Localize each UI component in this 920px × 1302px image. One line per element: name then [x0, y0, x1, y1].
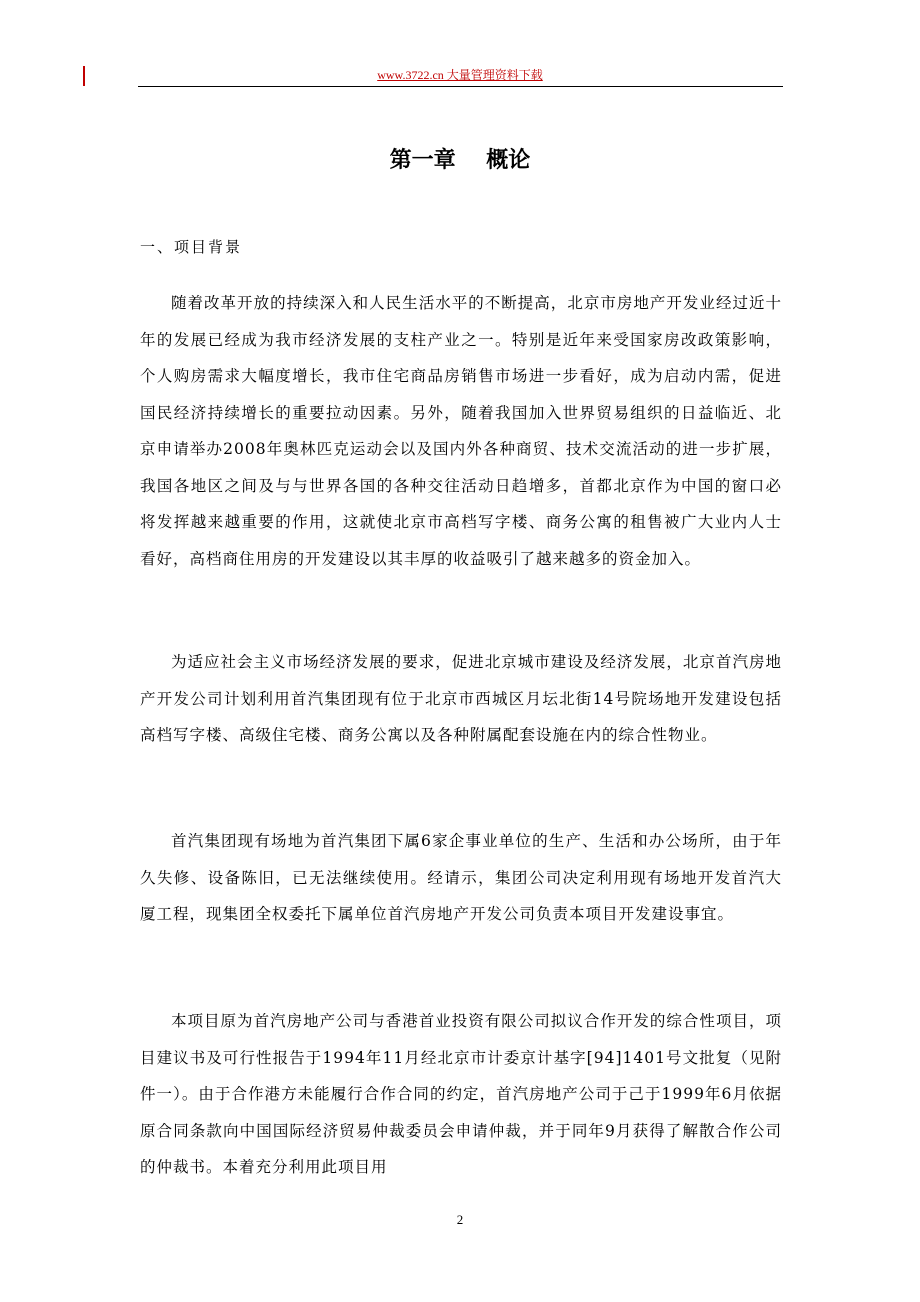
paragraph-2: 为适应社会主义市场经济发展的要求，促进北京城市建设及经济发展，北京首汽房地产开发公司计划利用首汽集团现有位于北京市西城区月坛北街14号院场地开发建设包括高档写字楼、高级住宅楼、商务公寓以及各种附属配套设施在内的综合性物业。 [140, 653, 782, 744]
header-download-link[interactable]: www.3722.cn 大量管理资料下载 [377, 68, 543, 82]
header-divider [138, 86, 783, 87]
paragraph-1: 随着改革开放的持续深入和人民生活水平的不断提高，北京市房地产开发业经过近十年的发展已经成为我市经济发展的支柱产业之一。特别是近年来受国家房改政策影响，个人购房需求大幅度增长，我市住宅商品房销售市场进一步看好，成为启动内需，促进国民经济持续增长的重要拉动因素。另外，随着我国加入世界贸易组织的日益临近、北京申请举办2008年奥林匹克运动会以及国内外各种商贸、技术交流活动的进一步扩展，我国各地区之间及与与世界各国的各种交往活动日趋增多，首都北京作为中国的窗口必将发挥越来越重要的作用，这就使北京市高档写字楼、商务公寓的租售被广大业内人士看好，高档商住用房的开发建设以其丰厚的收益吸引了越来越多的资金加入。 [140, 294, 782, 568]
page-number: 2 [456, 1212, 464, 1227]
paragraph-4: 本项目原为首汽房地产公司与香港首业投资有限公司拟议合作开发的综合性项目，项目建议书及可行性报告于1994年11月经北京市计委京计基字[94]1401号文批复（见附件一）。由于合作港方未能履行合作合同的约定，首汽房地产公司于己于1999年6月依据原合同条款向中国国际经济贸易仲裁委员会申请仲裁，并于同年9月获得了解散合作公司的仲裁书。本着充分利用此项目用 [140, 1012, 782, 1176]
paragraph-3: 首汽集团现有场地为首汽集团下属6家企事业单位的生产、生活和办公场所，由于年久失修、设备陈旧，已无法继续使用。经请示，集团公司决定利用现有场地开发首汽大厦工程，现集团全权委托下属单位首汽房地产开发公司负责本项目开发建设事宜。 [140, 832, 782, 923]
chapter-title: 第一章 概论 [389, 148, 531, 173]
section-heading: 一、项目背景 [140, 238, 243, 256]
